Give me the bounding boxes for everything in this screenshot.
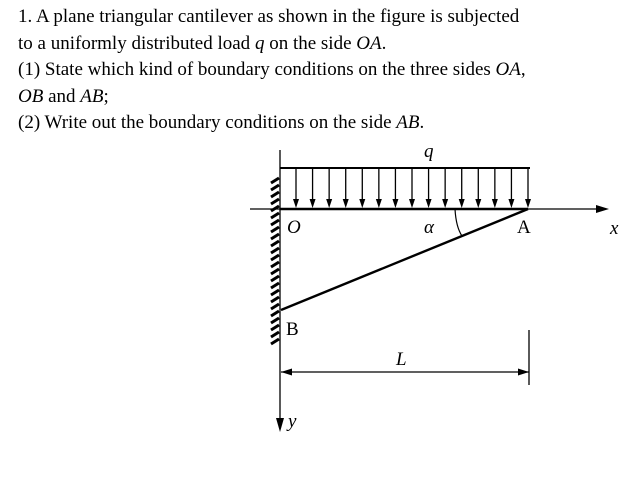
hatch-stroke — [271, 199, 279, 204]
load-arrow-head — [492, 199, 498, 208]
dim-arrow-left — [281, 369, 292, 376]
angle-label: α — [424, 217, 434, 238]
hatch-stroke — [271, 185, 279, 190]
problem-line-4: OB and AB; — [18, 85, 109, 107]
load-arrow-head — [459, 199, 465, 208]
load-arrow-head — [409, 199, 415, 208]
hatch-stroke — [271, 220, 279, 225]
point-b-label: B — [286, 319, 299, 340]
hatch-stroke — [271, 290, 279, 295]
problem-line-3: (1) State which kind of boundary conditions on the three sides OA, — [18, 59, 526, 80]
hatch-stroke — [271, 241, 279, 246]
y-axis-arrow — [276, 418, 284, 432]
side-ab — [281, 209, 528, 310]
origin-label: O — [287, 217, 301, 238]
load-arrow-head — [343, 199, 349, 208]
dim-arrow-right — [518, 369, 529, 376]
hatch-stroke — [271, 283, 279, 288]
hatch-stroke — [271, 318, 279, 323]
hatch-stroke — [271, 227, 279, 232]
load-label: q — [424, 141, 434, 162]
problem-line-2: to a uniformly distributed load q on the side OA. — [18, 32, 387, 54]
problem-line-1: 1. A plane triangular cantilever as shown in the figure is subjected — [18, 6, 520, 27]
fixed-support-hatch — [271, 178, 279, 344]
hatch-stroke — [271, 178, 279, 183]
load-arrow-head — [442, 199, 448, 208]
load-arrow-head — [376, 199, 382, 208]
load-arrow-head — [310, 199, 316, 208]
point-a-label: A — [517, 217, 531, 238]
hatch-stroke — [271, 276, 279, 281]
load-arrow-head — [508, 199, 514, 208]
hatch-stroke — [271, 325, 279, 330]
hatch-stroke — [271, 297, 279, 302]
load-arrow-head — [475, 199, 481, 208]
problem-line-5: (2) Write out the boundary conditions on the side AB. — [18, 112, 425, 133]
hatch-stroke — [271, 234, 279, 239]
hatch-stroke — [271, 262, 279, 267]
hatch-stroke — [271, 192, 279, 197]
hatch-stroke — [271, 332, 279, 337]
load-arrow-head — [426, 199, 432, 208]
hatch-stroke — [271, 304, 279, 309]
hatch-stroke — [271, 339, 279, 344]
hatch-stroke — [271, 213, 279, 218]
hatch-stroke — [271, 269, 279, 274]
x-axis-arrow — [596, 205, 609, 213]
y-axis-label: y — [288, 411, 297, 432]
hatch-stroke — [271, 255, 279, 260]
x-axis-label: x — [610, 218, 619, 239]
load-arrow-head — [293, 199, 299, 208]
hatch-stroke — [271, 248, 279, 253]
load-arrow-head — [359, 199, 365, 208]
load-arrows — [293, 168, 531, 208]
angle-arc — [455, 209, 462, 236]
hatch-stroke — [271, 311, 279, 316]
load-arrow-head — [392, 199, 398, 208]
load-arrow-head — [525, 199, 531, 208]
load-arrow-head — [326, 199, 332, 208]
length-label: L — [396, 349, 407, 370]
